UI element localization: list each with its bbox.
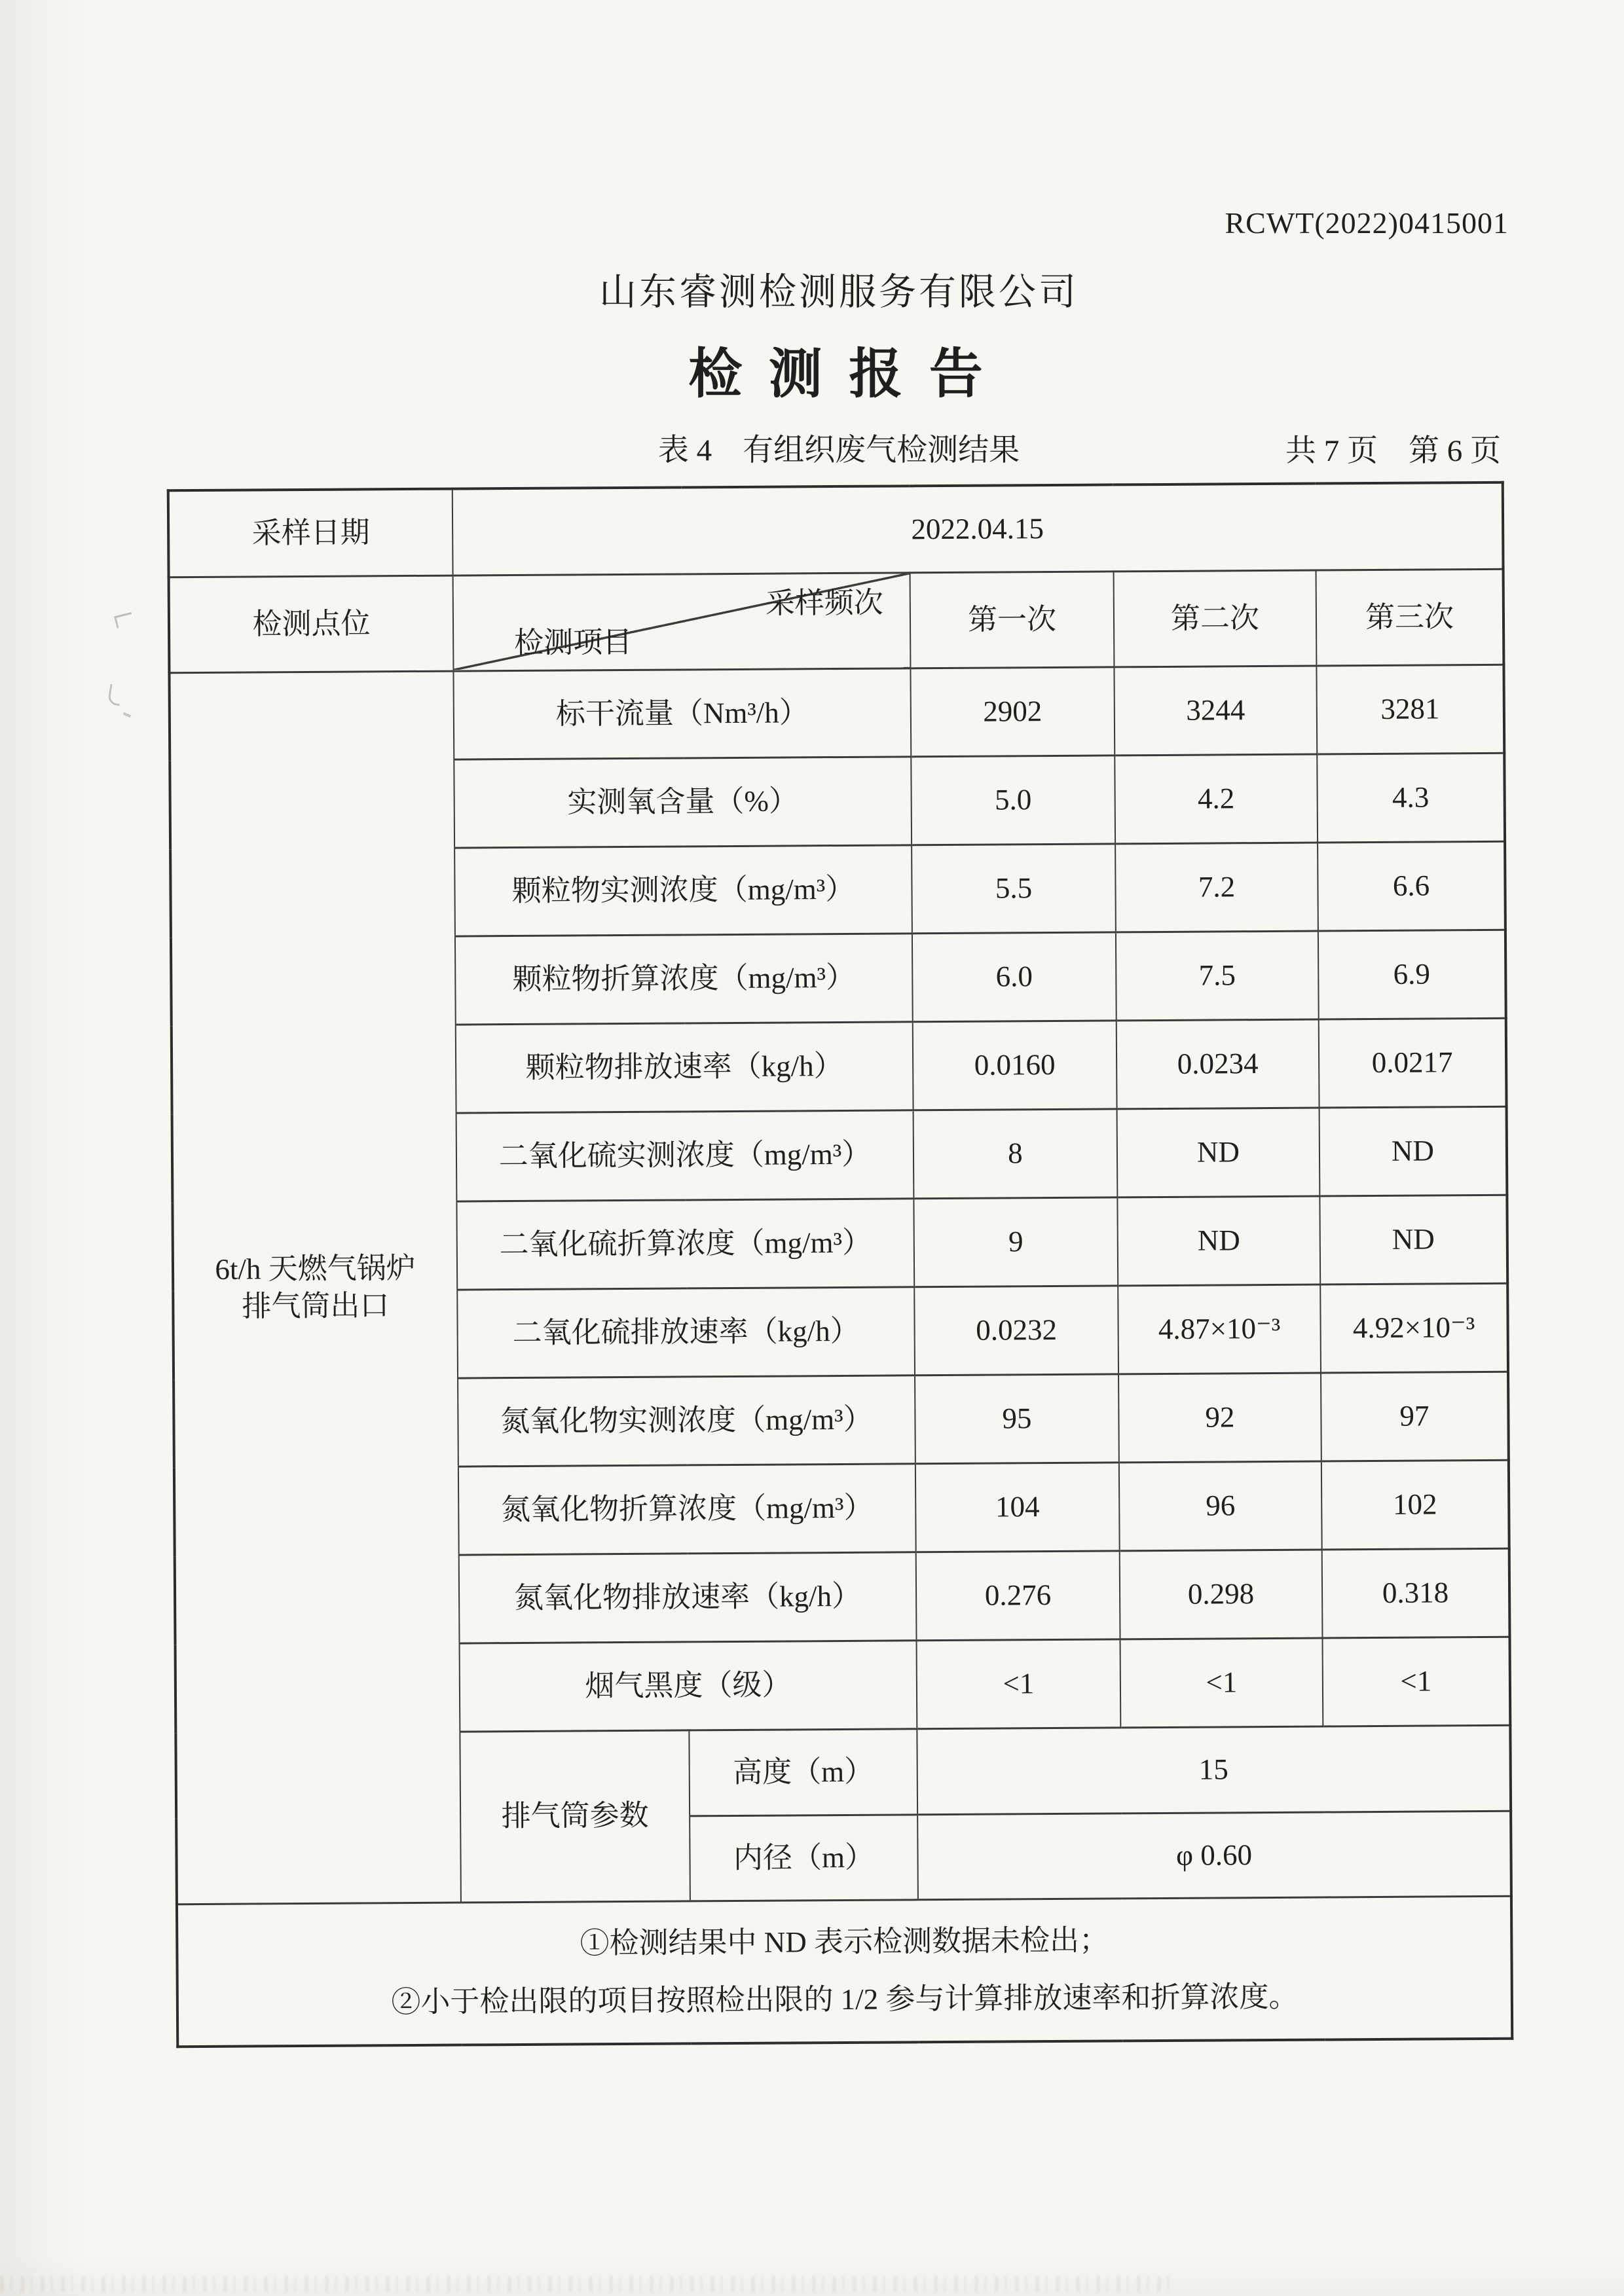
parameter-label-cell: 烟气黑度（级） xyxy=(460,1640,917,1731)
value-cell: 0.298 xyxy=(1120,1550,1323,1639)
stack-params-group-cell: 排气筒参数 xyxy=(460,1730,690,1902)
value-cell: 97 xyxy=(1321,1372,1509,1461)
parameter-label-cell: 实测氧含量（%） xyxy=(454,756,912,847)
table-caption-row xyxy=(172,426,1506,468)
parameter-label-cell: 氮氧化物排放速率（kg/h） xyxy=(459,1552,917,1643)
value-cell: 96 xyxy=(1119,1461,1322,1551)
company-name: 山东睿测检测服务有限公司 xyxy=(599,272,1079,313)
notes-cell xyxy=(177,1896,1512,2047)
results-table xyxy=(167,481,1514,2048)
value-cell: 8 xyxy=(913,1108,1118,1198)
parameter-label-cell: 氮氧化物实测浓度（mg/m³） xyxy=(458,1375,915,1466)
value-cell: 6.9 xyxy=(1318,930,1506,1019)
run-header-cell-3: 第三次 xyxy=(1316,569,1504,666)
value-cell: ND xyxy=(1320,1106,1507,1196)
value-cell: ND xyxy=(1320,1195,1507,1285)
doc-number: RCWT(2022)0415001 xyxy=(1225,206,1509,240)
value-cell: 4.2 xyxy=(1115,754,1318,844)
value-cell: 7.5 xyxy=(1116,931,1319,1021)
parameter-label-cell: 标干流量（Nm³/h） xyxy=(453,668,911,759)
value-cell: ND xyxy=(1117,1108,1320,1197)
parameter-label-cell: 二氧化硫实测浓度（mg/m³） xyxy=(456,1110,914,1201)
monitoring-point-line1: 6t/h 天燃气锅炉 xyxy=(215,1252,416,1286)
value-cell: 5.5 xyxy=(912,843,1116,933)
value-cell: 4.3 xyxy=(1317,753,1505,843)
value-cell: 2902 xyxy=(910,666,1115,756)
stack-param-label-cell: 内径（m） xyxy=(690,1814,918,1901)
note-line-1: ①检测结果中 ND 表示检测数据未检出； xyxy=(580,1923,1109,1960)
value-cell: 4.87×10⁻³ xyxy=(1118,1285,1321,1374)
stack-param-value-cell: 15 xyxy=(917,1725,1511,1815)
value-cell: 4.92×10⁻³ xyxy=(1320,1283,1508,1373)
parameter-label-cell: 颗粒物折算浓度（mg/m³） xyxy=(455,933,913,1024)
value-cell: 102 xyxy=(1321,1460,1509,1550)
value-cell: 0.0217 xyxy=(1319,1018,1507,1108)
scan-mark xyxy=(107,684,123,706)
value-cell: 3281 xyxy=(1316,665,1504,754)
value-cell: 3244 xyxy=(1114,666,1317,756)
page-indicator: 共 7 页 第 6 页 xyxy=(1285,434,1501,468)
stack-param-value-cell: φ 0.60 xyxy=(917,1811,1511,1900)
parameter-label-cell: 二氧化硫排放速率（kg/h） xyxy=(457,1286,915,1377)
note-line-2: ②小于检出限的项目按照检出限的 1/2 参与计算排放速率和折算浓度。 xyxy=(391,1980,1299,2018)
value-cell: 0.318 xyxy=(1322,1548,1510,1638)
parameter-label-cell: 颗粒物实测浓度（mg/m³） xyxy=(454,845,912,936)
value-cell: 0.0234 xyxy=(1116,1019,1320,1109)
value-cell: 6.6 xyxy=(1318,841,1505,931)
value-cell: <1 xyxy=(1322,1637,1510,1726)
value-cell: 9 xyxy=(913,1197,1118,1286)
monitoring-point-cell xyxy=(169,671,460,1904)
table-caption: 表 4 有组织废气检测结果 xyxy=(657,433,1020,467)
value-cell: 95 xyxy=(915,1374,1119,1463)
parameter-label-cell: 颗粒物排放速率（kg/h） xyxy=(456,1021,913,1112)
stack-param-label-cell: 高度（m） xyxy=(689,1728,917,1815)
diagonal-header-cell xyxy=(453,572,911,670)
monitoring-point-label-cell: 检测点位 xyxy=(169,575,454,673)
scan-mark xyxy=(123,712,132,718)
scan-noise-strip xyxy=(0,2276,1170,2292)
scan-mark xyxy=(114,612,134,629)
value-cell: 5.0 xyxy=(911,755,1115,845)
monitoring-item-label: 检测项目 xyxy=(514,626,633,660)
sampling-date-label-cell: 采样日期 xyxy=(168,489,453,577)
parameter-label-cell: 二氧化硫折算浓度（mg/m³） xyxy=(456,1198,914,1289)
value-cell: 0.276 xyxy=(916,1550,1120,1640)
value-cell: <1 xyxy=(917,1639,1121,1728)
sampling-frequency-label: 采样频次 xyxy=(765,586,883,620)
value-cell: ND xyxy=(1117,1196,1320,1286)
report-title: 检 测 报 告 xyxy=(688,344,989,404)
value-cell: 0.0160 xyxy=(913,1020,1117,1110)
value-cell: <1 xyxy=(1120,1638,1323,1728)
run-header-cell-2: 第二次 xyxy=(1114,570,1317,667)
value-cell: 0.0232 xyxy=(914,1285,1118,1375)
value-cell: 104 xyxy=(915,1462,1120,1552)
value-cell: 7.2 xyxy=(1115,843,1318,932)
value-cell: 6.0 xyxy=(912,932,1116,1021)
run-header-cell-1: 第一次 xyxy=(910,571,1115,668)
table-row xyxy=(177,1896,1512,2047)
parameter-label-cell: 氮氧化物折算浓度（mg/m³） xyxy=(458,1463,916,1554)
monitoring-point-line2: 排气筒出口 xyxy=(242,1288,390,1323)
sampling-date-value-cell: 2022.04.15 xyxy=(452,483,1504,575)
results-table-wrap xyxy=(167,481,1514,2048)
table-row xyxy=(169,665,1504,761)
value-cell: 92 xyxy=(1118,1373,1321,1463)
